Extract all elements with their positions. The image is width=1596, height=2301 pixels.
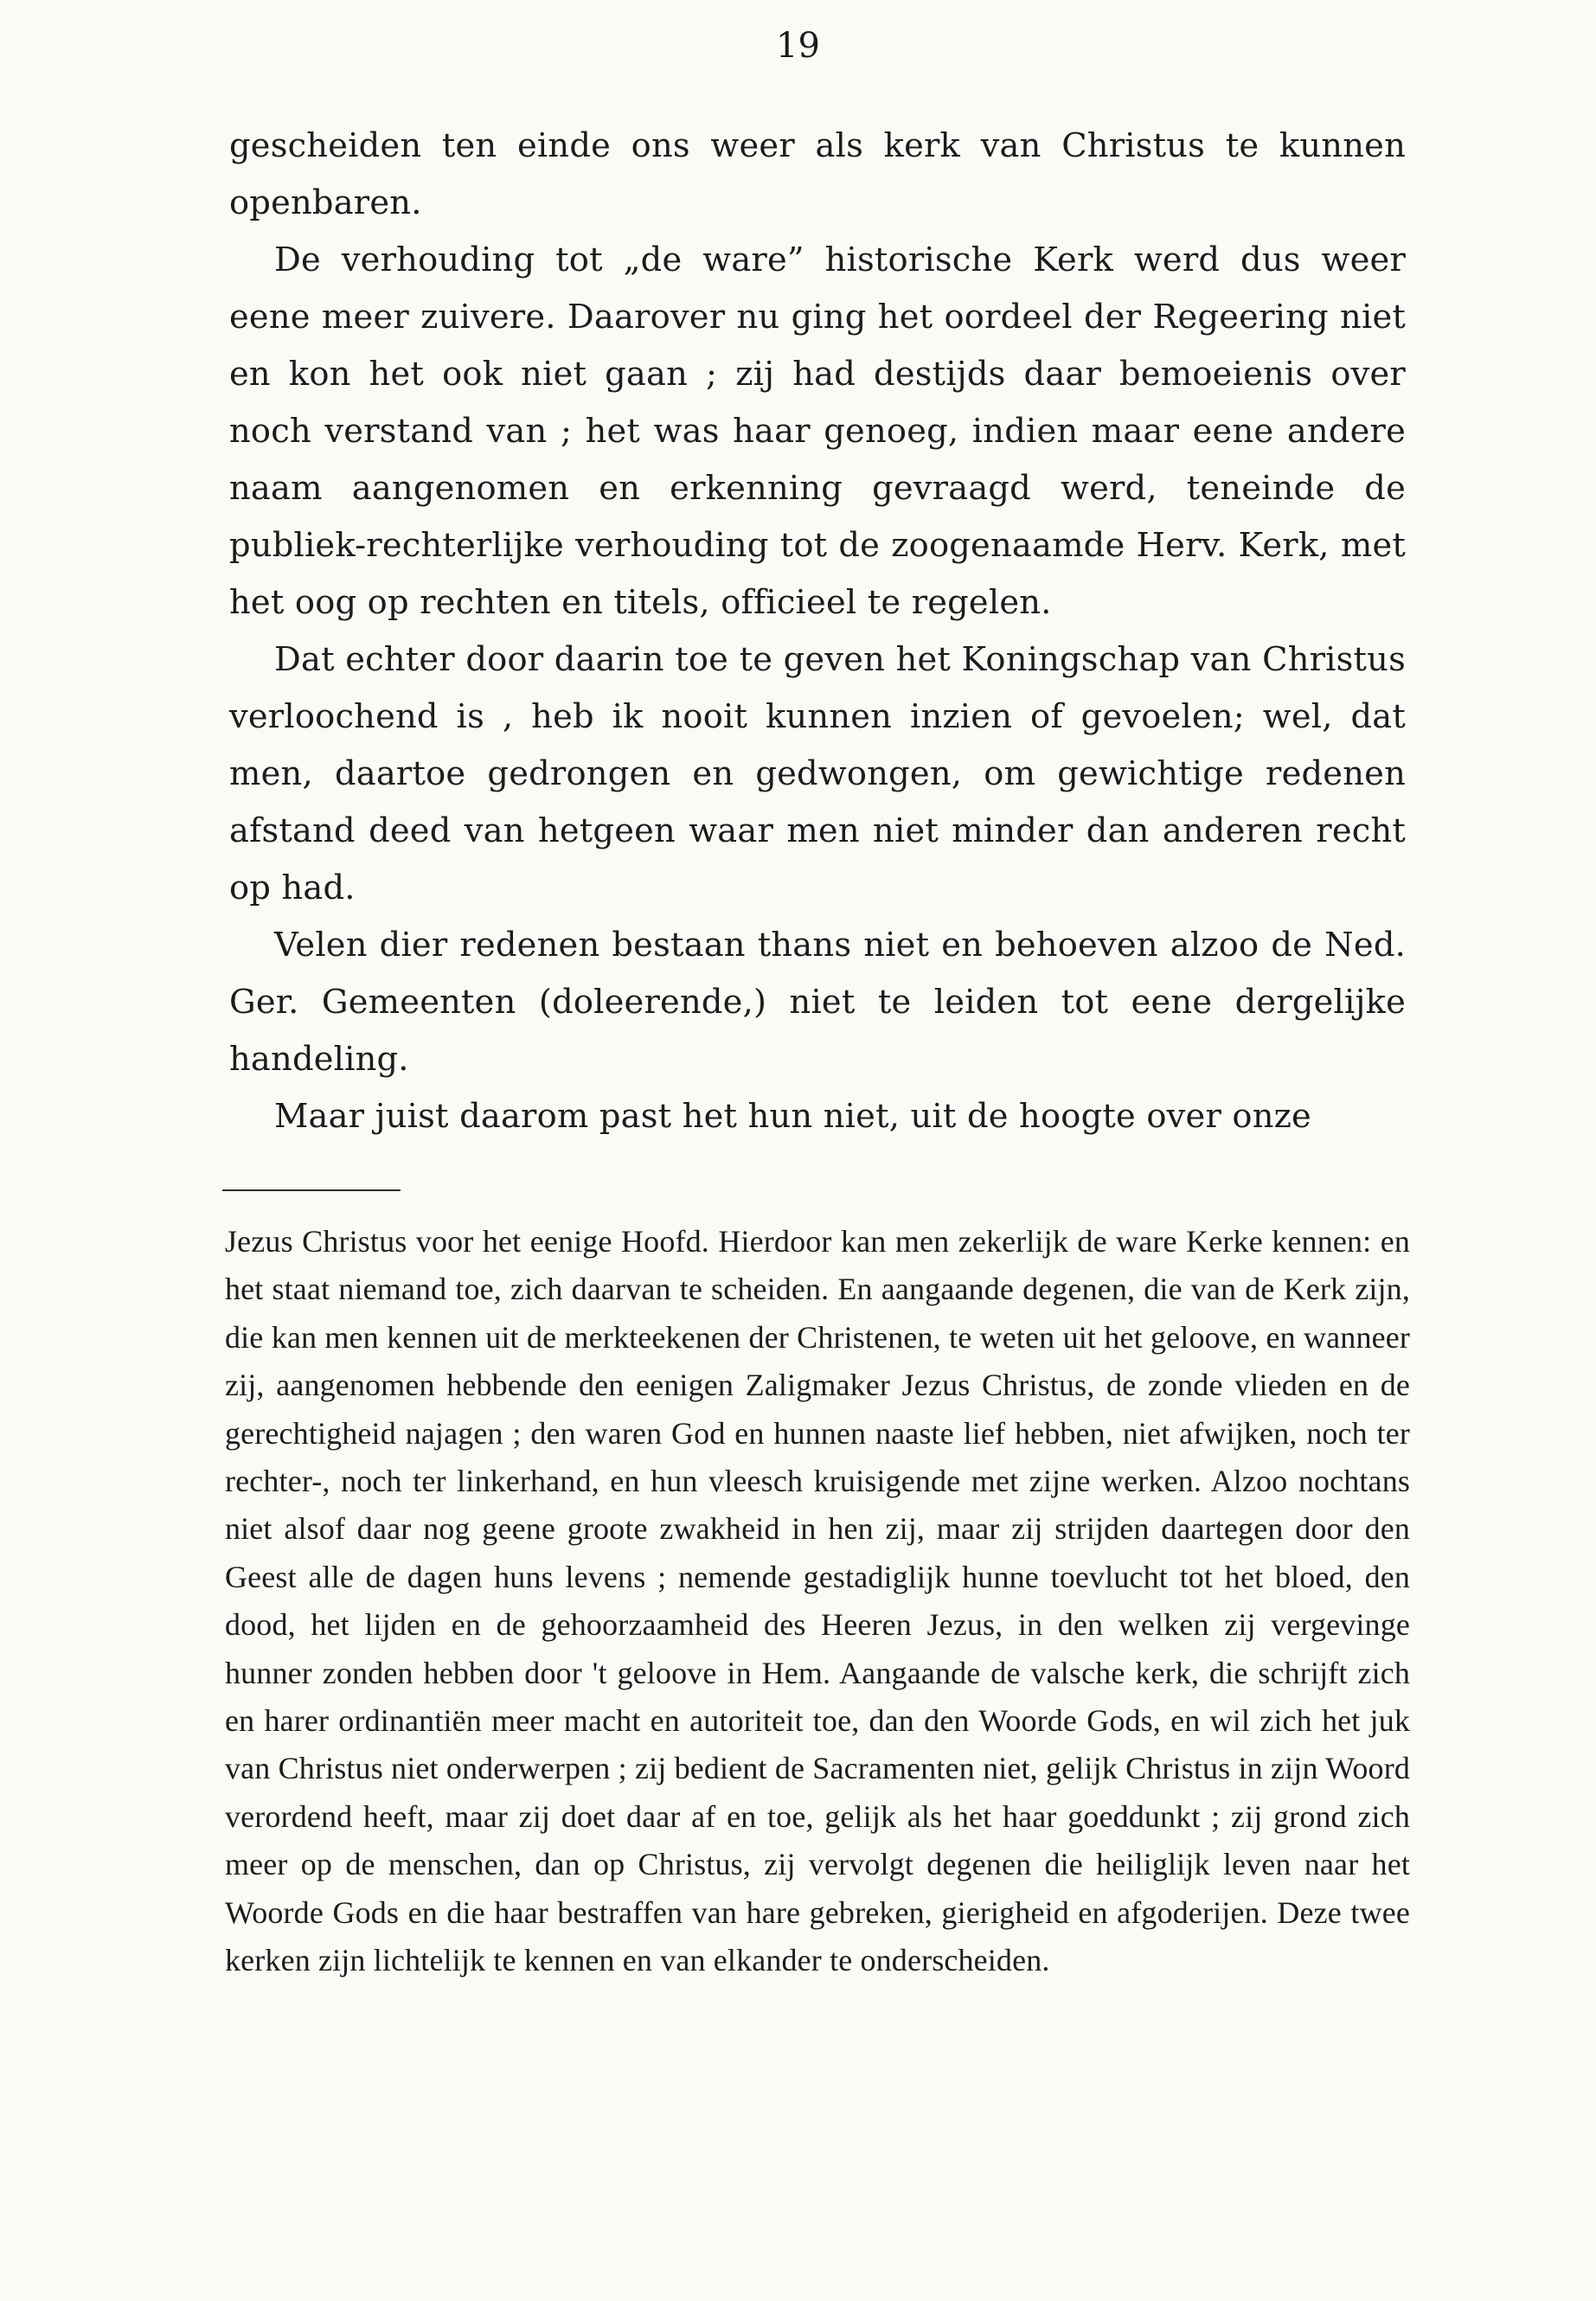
paragraph-conclusion: Maar juist daarom past het hun niet, uit de hoogte over onze <box>274 1097 1311 1136</box>
paragraph-kingship: Dat echter door daarin toe te geven het Koningschap van Christus verloochend is , heb ik nooit kunnen inzien of gevoelen; wel, dat men, daartoe gedrongen en gedwongen, om gewichtige redenen afstand deed van hetgeen waar men niet minder dan anderen recht op had. <box>229 640 1406 907</box>
paragraph-reasons: Velen dier redenen bestaan thans niet en behoeven alzoo de Ned. Ger. Gemeenten (doleerende,) niet te leiden tot eene dergelijke handeling. <box>229 926 1406 1079</box>
footnote-paragraph: Jezus Christus voor het eenige Hoofd. Hierdoor kan men zekerlijk de ware Kerke kennen: en het staat niemand toe, zich daarvan te scheiden. En aangaande degenen, die van de Kerk zijn, die kan men kennen uit de merkteekenen der Christenen, te weten uit het geloove, en wanneer zij, aangenomen hebbende den eenigen Zaligmaker Jezus Christus, de zonde vlieden en de gerechtigheid najagen ; den waren God en hunnen naaste lief hebben, niet afwijken, noch ter rechter-, noch ter linkerhand, en hun vleesch kruisigende met zijne werken. Alzoo nochtans niet alsof daar nog geene groote zwakheid in hen zij, maar zij strijden daartegen door den Geest alle de dagen huns levens ; nemende gestadiglijk hunne toevlucht tot het bloed, den dood, het lijden en de gehoorzaamheid des Heeren Jezus, in den welken zij vergevinge hunner zonden hebben door 't geloove in Hem. Aangaande de valsche kerk, die schrijft zich en harer ordinantiën meer macht en autoriteit toe, dan den Woorde Gods, en wil zich het juk van Christus niet onderwerpen ; zij bedient de Sacramenten niet, gelijk Christus in zijn Woord verordend heeft, maar zij doet daar af en toe, gelijk als het haar goeddunkt ; zij grond zich meer op de menschen, dan op Christus, zij vervolgt degenen die heiliglijk leven naar het Woorde Gods en die haar bestraffen van hare gebreken, gierigheid en afgoderijen. Deze twee kerken zijn lichtelijk te kennen en van elkander te onderscheiden. <box>225 1224 1410 1978</box>
paragraph-relationship: De verhouding tot „de ware” historische Kerk werd dus weer eene meer zuivere. Daarover nu ging het oordeel der Regeering niet en kon het ook niet gaan ; zij had destijds daar bemoeienis over noch verstand van ; het was haar genoeg, indien maar eene andere naam aangenomen en erkenning gevraagd werd, teneinde de publiek-rechterlijke verhouding tot de zoogenaamde Herv. Kerk, met het oog op rechten en titels, officieel te regelen. <box>229 240 1406 622</box>
paragraph-continuation: gescheiden ten einde ons weer als kerk van Christus te kunnen openbaren. <box>229 126 1406 222</box>
footnote <box>225 1218 1410 1985</box>
footnote-separator <box>222 1189 401 1191</box>
main-text <box>229 118 1406 1145</box>
page-number: 19 <box>776 26 820 66</box>
